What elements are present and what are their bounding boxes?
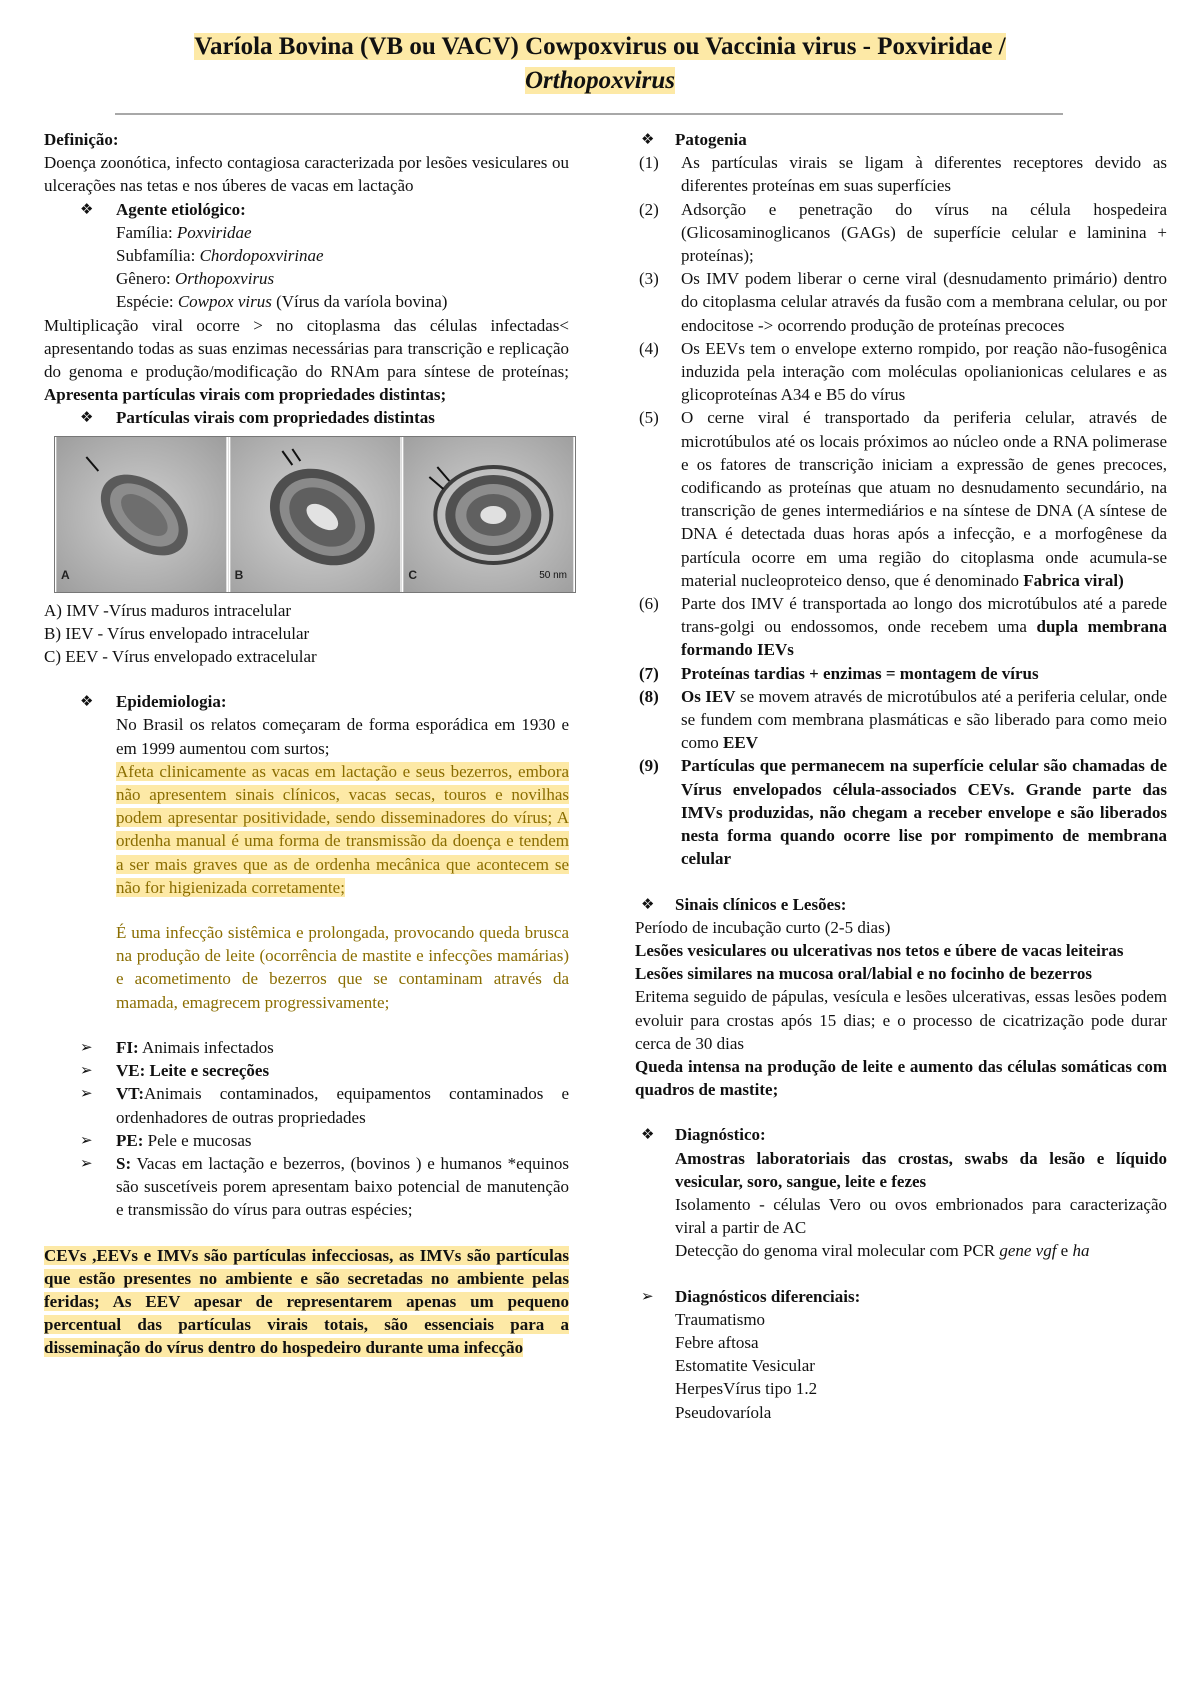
patogenia-step-7 xyxy=(639,662,1167,685)
spacer xyxy=(639,1263,1167,1285)
fi-item xyxy=(44,1036,569,1059)
epi-text-3: É uma infecção sistêmica e prolongada, provocando queda brusca na produção de leite (ocorrência de mastite e infecções mamárias) e acometimento de bezerros que se contaminam através da mamada, emagrecem progressivamente; xyxy=(116,923,569,1012)
sinais-line-4: Eritema seguido de pápulas, vesícula e lesões ulcerativas, essas lesões podem evoluir para crostas após 15 dias; e o processo de cicatrização pode durar cerca de 30 dias xyxy=(635,987,1167,1053)
arrow-bullet-icon: ➢ xyxy=(80,1153,93,1172)
step-text: Proteínas tardias + enzimas = montagem de vírus xyxy=(681,663,1039,683)
step-text: O cerne viral é transportado da periferia celular, através de microtúbulos até os locais próximos ao núcleo onde a RNA polimerase e os fatores de transcrição iniciam a expressão de genes precoces, codificando as proteínas que atuam no desnudamento secundário, na transcrição de genes intermediários e na síntese de DNA (A síntese de DNA é detectada duas horas após a infecção, e a morfogênese da partícula ocorre em uma região do citoplasma onde acumula-se material nucleoproteico denso, que é denominado xyxy=(681,408,1167,590)
arrow-bullet-icon: ➢ xyxy=(80,1084,93,1103)
s-value: Vacas em lactação e bezerros, (bovinos ) e humanos *equinos são suscetíveis porem apresentam baixo potencial de manutenção e transmissão do vírus para outras espécies; xyxy=(116,1153,569,1220)
micrograph-b-graphic xyxy=(229,437,402,592)
micrograph-a-graphic xyxy=(55,437,228,592)
arrow-bullet-icon: ➢ xyxy=(80,1130,93,1149)
vt-value: Animais contaminados, equipamentos contaminados e ordenhadores de outras propriedades xyxy=(116,1084,569,1127)
step-text-bold-end: EEV xyxy=(723,733,758,753)
particulas-heading-label: Partículas virais com propriedades distintas xyxy=(116,408,435,428)
patogenia-step-8 xyxy=(639,685,1167,755)
genero-label: Gênero: xyxy=(116,269,176,289)
fi-value: Animais infectados xyxy=(138,1037,274,1057)
diag-line-3-and: e xyxy=(1056,1241,1073,1261)
diag-heading xyxy=(639,1123,1167,1146)
particle-iev: B) IEV - Vírus envelopado intracelular xyxy=(44,623,310,643)
patogenia-step-1 xyxy=(639,151,1167,197)
patogenia-step-5 xyxy=(639,406,1167,592)
step-text: As partículas virais se ligam à diferentes receptores devido as diferentes proteínas em suas superfícies xyxy=(681,153,1167,196)
ve-item xyxy=(44,1059,569,1082)
multiplicacao-text xyxy=(44,314,569,407)
patogenia-step-2 xyxy=(639,198,1167,268)
spacer xyxy=(639,871,1167,893)
familia-label: Família: xyxy=(116,222,177,242)
sinais-line-2: Lesões vesiculares ou ulcerativas nos tetos e úbere de vacas leiteiras xyxy=(635,940,1124,960)
step-text: Parte dos IMV é transportada ao longo dos microtúbulos até a parede trans-golgi ou endossomos, onde recebem uma xyxy=(681,594,1167,637)
step-number: (9) xyxy=(639,756,659,776)
spacer xyxy=(639,1101,1167,1123)
summary-paragraph xyxy=(44,1244,569,1360)
diff-item: Estomatite Vesicular xyxy=(675,1356,815,1376)
familia-value: Poxviridae xyxy=(176,222,252,242)
title-divider xyxy=(115,113,1063,115)
definicao-text: Doença zoonótica, infecto contagiosa caracterizada por lesões vesiculares ou ulcerações nas tetas e nos úberes de vacas em lactação xyxy=(44,153,569,196)
step-text: Partículas que permanecem na superfície celular são chamadas de Vírus envelopados célula-associados CEVs. Grande parte das IMVs produzidas, não chegam a receber envelope e são liberados nesta forma quando ocorre lise por rompimento de membrana celular xyxy=(681,756,1167,869)
s-item xyxy=(44,1152,569,1222)
step-number: (2) xyxy=(639,199,659,219)
step-number: (6) xyxy=(639,594,659,614)
scale-bar-label: 50 nm xyxy=(539,570,568,582)
diag-heading-label: Diagnóstico: xyxy=(675,1125,766,1145)
micrograph-panel-b xyxy=(229,437,403,592)
especie-suffix: (Vírus da varíola bovina) xyxy=(271,292,448,312)
step-text-bold: Fabrica viral) xyxy=(1023,570,1124,590)
subfamilia-label: Subfamília: xyxy=(116,246,200,266)
diff-heading-label: Diagnósticos diferenciais: xyxy=(675,1286,861,1306)
diag-line-3-text: Detecção do genoma viral molecular com PCR xyxy=(675,1241,1000,1261)
step-number: (1) xyxy=(639,153,659,173)
step-number: (4) xyxy=(639,338,659,358)
diamond-bullet-icon: ❖ xyxy=(641,894,655,913)
agente-heading-label: Agente etiológico: xyxy=(116,199,246,219)
patogenia-step-4 xyxy=(639,337,1167,407)
diamond-bullet-icon: ❖ xyxy=(80,199,94,218)
diff-item: HerpesVírus tipo 1.2 xyxy=(675,1379,818,1399)
step-number: (5) xyxy=(639,408,659,428)
epi-heading xyxy=(44,690,569,713)
diag-line-2: Isolamento - células Vero ou ovos embrionados para caracterização viral a partir de AC xyxy=(675,1194,1167,1238)
especie-value: Cowpox virus xyxy=(177,292,272,312)
step-number: (8) xyxy=(639,686,659,706)
taxonomy-familia xyxy=(44,221,569,244)
taxonomy-genero xyxy=(44,267,569,290)
diff-heading xyxy=(639,1285,1167,1308)
step-text: se movem através de microtúbulos até a periferia celular, onde se fundem com membrana plasmáticas e são liberado para como meio como xyxy=(681,686,1167,753)
especie-label: Espécie: xyxy=(116,292,178,312)
right-column xyxy=(635,128,1167,1424)
diag-line-1: Amostras laboratoriais das crostas, swabs da lesão e líquido vesicular, soro, sangue, leite e fezes xyxy=(675,1148,1167,1191)
sinais-line-3: Lesões similares na mucosa oral/labial e no focinho de bezerros xyxy=(635,964,1092,984)
step-text: Os EEVs tem o envelope externo rompido, por reação não-fusogênica induzida pela interação com moléculas opolianionicas celulares e as glicoproteínas A34 e B5 do vírus xyxy=(681,338,1167,405)
patogenia-heading xyxy=(639,128,1167,151)
diamond-bullet-icon: ❖ xyxy=(80,408,94,427)
patogenia-step-6 xyxy=(639,592,1167,662)
document-title xyxy=(60,30,1140,98)
diag-line-3 xyxy=(639,1239,1167,1262)
multiplicacao-bold: Apresenta partículas virais com propriedades distintas; xyxy=(44,385,447,405)
diamond-bullet-icon: ❖ xyxy=(641,130,655,148)
vt-item xyxy=(44,1082,569,1128)
diamond-bullet-icon: ❖ xyxy=(80,692,94,711)
micrograph-panel-a xyxy=(55,437,229,592)
diag-line-3-gene-2: ha xyxy=(1072,1241,1090,1261)
pe-value: Pele e mucosas xyxy=(143,1130,252,1150)
epi-text-2-highlight: Afeta clinicamente as vacas em lactação e seus bezerros, embora não apresentem sinais clínicos, vacas secas, touros e novilhas podem apresentar positividade, sendo disseminadores do vírus; A ordenha manual é uma forma de transmissão da doença e tendem a ser mais graves que as de ordenha mecânica que acontecem se não for higienizada corretamente; xyxy=(116,761,569,897)
spacer xyxy=(44,668,569,690)
step-text: Os IMV podem liberar o cerne viral (desnudamento primário) dentro do citoplasma celular através da fusão com a membrana celular, ou por endocitose -> ocorrendo produção de proteínas precoces xyxy=(681,269,1167,335)
epi-text-2 xyxy=(44,760,569,899)
step-text-bold: Os IEV xyxy=(681,686,736,706)
step-number: (3) xyxy=(639,269,659,289)
patogenia-heading-label: Patogenia xyxy=(675,130,747,149)
title-line-1: Varíola Bovina (VB ou VACV) Cowpoxvirus ou Vaccinia virus - Poxviridae / xyxy=(194,33,1006,60)
epi-heading-label: Epidemiologia: xyxy=(116,692,227,712)
diff-item: Pseudovaríola xyxy=(675,1402,772,1422)
diamond-bullet-icon: ❖ xyxy=(641,1125,655,1144)
vt-label: VT: xyxy=(116,1084,145,1104)
sinais-heading xyxy=(639,893,1167,916)
sinais-line-1: Período de incubação curto (2-5 dias) xyxy=(635,917,891,937)
fi-label: FI: xyxy=(116,1037,139,1057)
summary-highlight: CEVs ,EEVs e IMVs são partículas infecciosas, as IMVs são partículas que estão presentes no ambiente e são secretadas no ambiente pelas feridas; As EEV apesar de representarem apenas um pequeno percentual das partículas virais totais, são essenciais para a disseminação do vírus dentro do hospedeiro durante uma infecção xyxy=(44,1245,569,1358)
panel-a-label: A xyxy=(61,568,70,583)
arrow-bullet-icon: ➢ xyxy=(641,1286,654,1305)
step-text-bold: dupla membrana formando IEVs xyxy=(681,617,1167,660)
definicao-heading: Definição: xyxy=(44,130,119,149)
multiplicacao-body: Multiplicação viral ocorre > no citoplasma das células infectadas< apresentando todas as suas enzimas necessárias para transcrição e replicação do genoma e produção/modificação do RNAm para síntese de proteínas; xyxy=(44,315,569,382)
particulas-heading xyxy=(44,406,569,429)
subfamilia-value: Chordopoxvirinae xyxy=(199,246,324,266)
pe-item xyxy=(44,1129,569,1152)
sinais-heading-label: Sinais clínicos e Lesões: xyxy=(675,894,847,914)
step-text: Adsorção e penetração do vírus na célula hospedeira (Glicosaminoglicanos (GAGs) de superfície celular e laminina + proteínas); xyxy=(681,199,1167,266)
diff-item: Febre aftosa xyxy=(675,1332,759,1352)
particle-imv: A) IMV -Vírus maduros intracelular xyxy=(44,600,292,620)
agente-heading xyxy=(44,198,569,221)
patogenia-step-9 xyxy=(639,754,1167,870)
pe-label: PE: xyxy=(116,1130,144,1150)
taxonomy-especie xyxy=(44,290,569,313)
panel-b-label: B xyxy=(234,568,244,583)
title-line-2: Orthopoxvirus xyxy=(524,67,676,94)
particle-eev: C) EEV - Vírus envelopado extracelular xyxy=(44,647,317,667)
diag-line-3-gene: gene vgf xyxy=(999,1241,1057,1261)
sinais-line-5: Queda intensa na produção de leite e aumento das células somáticas com quadros de mastite; xyxy=(635,1056,1167,1100)
micrograph-image xyxy=(54,436,576,593)
taxonomy-subfamilia xyxy=(44,244,569,267)
patogenia-step-3 xyxy=(639,267,1167,337)
step-number: (7) xyxy=(639,663,659,683)
epi-text-1: No Brasil os relatos começaram de forma esporádica em 1930 e em 1999 aumentou com surtos; xyxy=(116,715,569,758)
spacer xyxy=(44,899,569,921)
diff-item: Traumatismo xyxy=(675,1309,766,1329)
arrow-bullet-icon: ➢ xyxy=(80,1061,93,1080)
micrograph-panel-c xyxy=(402,437,575,592)
s-label: S: xyxy=(116,1153,132,1173)
ve-label: VE: Leite e secreções xyxy=(116,1061,270,1081)
panel-c-label: C xyxy=(408,568,418,583)
arrow-bullet-icon: ➢ xyxy=(80,1037,93,1056)
spacer xyxy=(44,1014,569,1036)
genero-value: Orthopoxvirus xyxy=(175,269,275,289)
left-column xyxy=(44,128,569,1360)
spacer xyxy=(44,1222,569,1244)
